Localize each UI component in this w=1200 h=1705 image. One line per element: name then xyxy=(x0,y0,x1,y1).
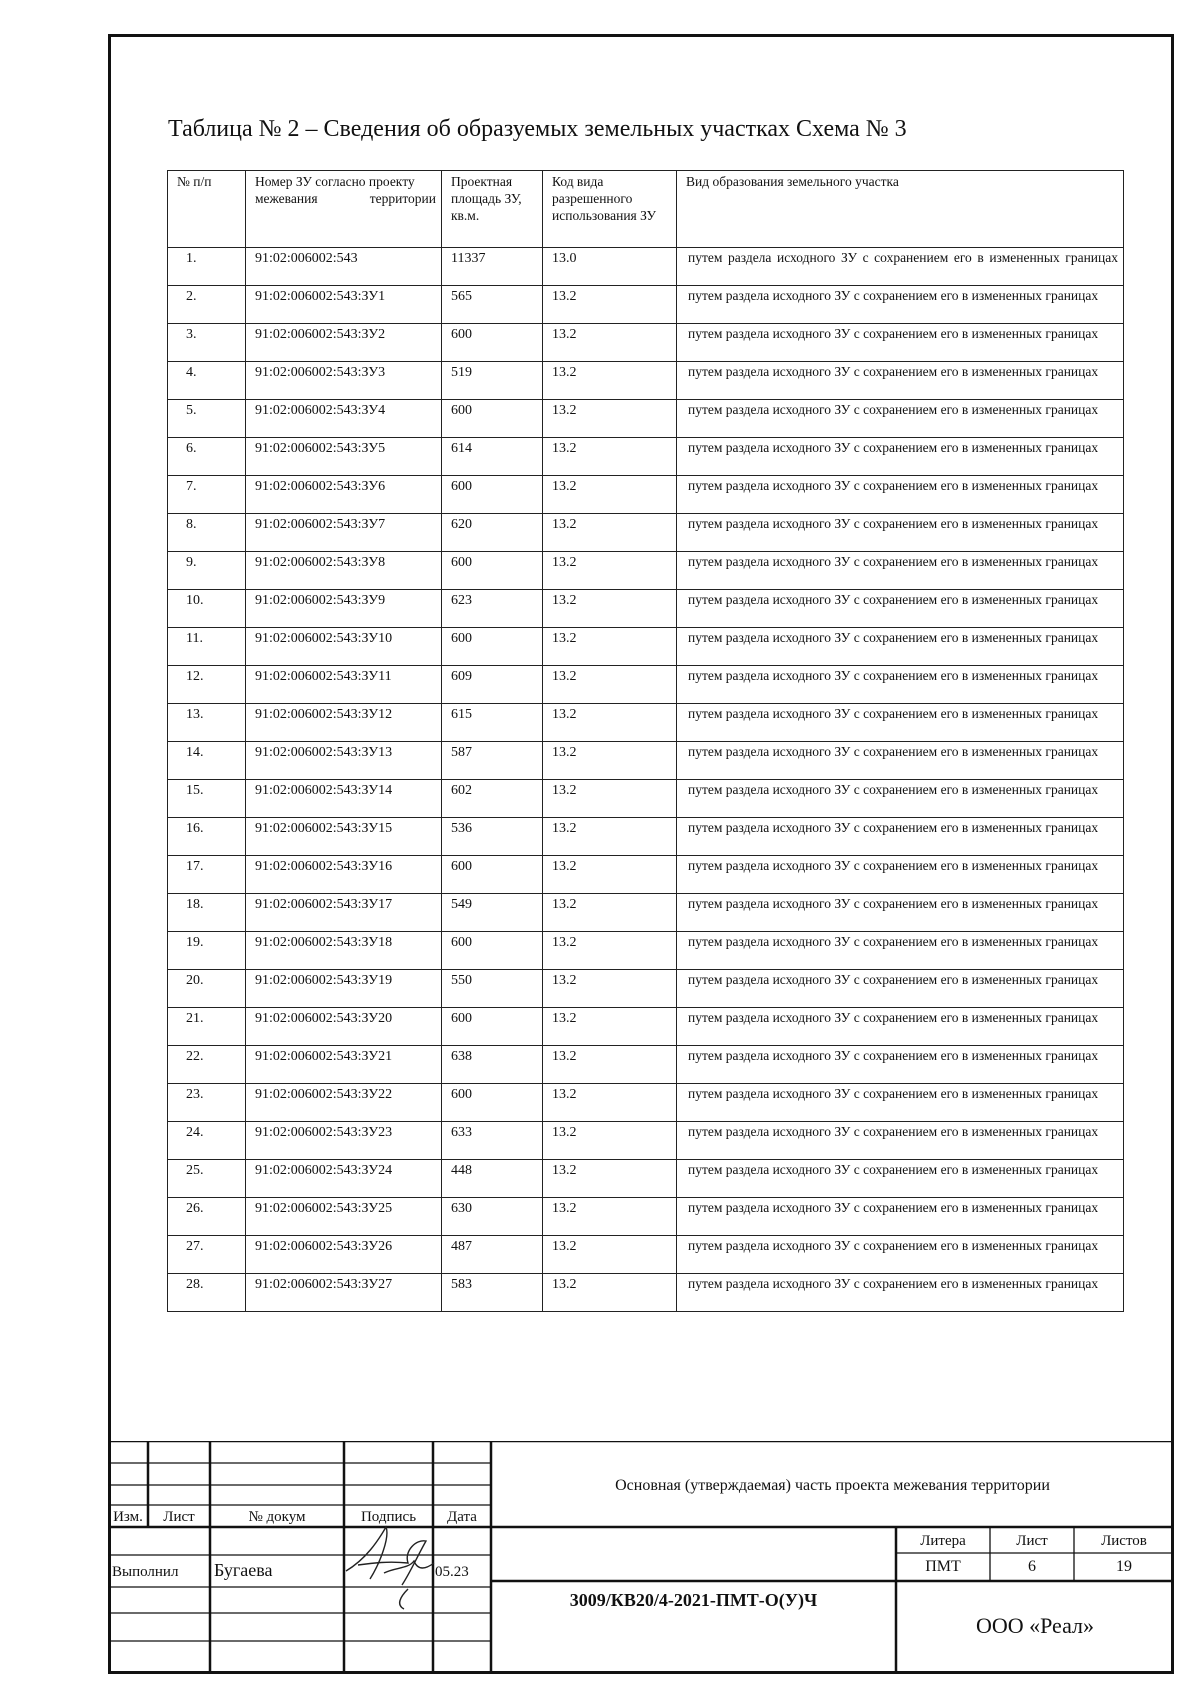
cell-area: 583 xyxy=(442,1274,543,1312)
cell-plot-id: 91:02:006002:543:ЗУ2 xyxy=(246,324,442,362)
table-row xyxy=(168,1122,1124,1160)
cell-use-code: 13.2 xyxy=(543,324,677,362)
cell-formation-kind: путем раздела исходного ЗУ с сохранением его в измененных границах xyxy=(677,818,1124,856)
cell-use-code: 13.2 xyxy=(543,970,677,1008)
cell-plot-id: 91:02:006002:543:ЗУ26 xyxy=(246,1236,442,1274)
table-row xyxy=(168,780,1124,818)
cell-area: 11337 xyxy=(442,248,543,286)
header-use-code: Код вида разрешенного использования ЗУ xyxy=(543,171,677,248)
cell-area: 638 xyxy=(442,1046,543,1084)
cell-area: 519 xyxy=(442,362,543,400)
cell-use-code: 13.2 xyxy=(543,590,677,628)
cell-formation-kind: путем раздела исходного ЗУ с сохранением его в измененных границах xyxy=(677,856,1124,894)
cell-area: 600 xyxy=(442,324,543,362)
cell-plot-id: 91:02:006002:543:ЗУ8 xyxy=(246,552,442,590)
cell-number: 14. xyxy=(168,742,246,780)
cell-formation-kind: путем раздела исходного ЗУ с сохранением его в измененных границах xyxy=(677,1122,1124,1160)
table-row xyxy=(168,1274,1124,1312)
cell-formation-kind: путем раздела исходного ЗУ с сохранением его в измененных границах xyxy=(677,1198,1124,1236)
cell-area: 600 xyxy=(442,1008,543,1046)
table-row xyxy=(168,514,1124,552)
table-row xyxy=(168,248,1124,286)
cell-plot-id: 91:02:006002:543:ЗУ19 xyxy=(246,970,442,1008)
project-title: Основная (утверждаемая) часть проекта межевания территории xyxy=(615,1477,1050,1494)
cell-number: 15. xyxy=(168,780,246,818)
table-row xyxy=(168,324,1124,362)
company-name: ООО «Реал» xyxy=(975,1613,1095,1638)
header-number: № п/п xyxy=(168,171,246,248)
table-row xyxy=(168,1084,1124,1122)
table-row xyxy=(168,666,1124,704)
cell-area: 614 xyxy=(442,438,543,476)
stamp-col-change: Изм. xyxy=(113,1509,143,1525)
cell-plot-id: 91:02:006002:543:ЗУ27 xyxy=(246,1274,442,1312)
cell-formation-kind: путем раздела исходного ЗУ с сохранением его в измененных границах xyxy=(677,400,1124,438)
cell-use-code: 13.2 xyxy=(543,1008,677,1046)
cell-area: 565 xyxy=(442,286,543,324)
stamp-col-doc: № докум xyxy=(248,1509,306,1525)
cell-plot-id: 91:02:006002:543:ЗУ18 xyxy=(246,932,442,970)
cell-area: 600 xyxy=(442,400,543,438)
cell-use-code: 13.2 xyxy=(543,856,677,894)
cell-number: 2. xyxy=(168,286,246,324)
cell-number: 12. xyxy=(168,666,246,704)
cell-formation-kind: путем раздела исходного ЗУ с сохранением его в измененных границах xyxy=(677,248,1124,286)
cell-number: 7. xyxy=(168,476,246,514)
table-row xyxy=(168,894,1124,932)
cell-area: 609 xyxy=(442,666,543,704)
cell-plot-id: 91:02:006002:543:ЗУ25 xyxy=(246,1198,442,1236)
document-code: 3009/КВ20/4-2021-ПМТ-О(У)Ч xyxy=(569,1590,818,1610)
cell-area: 600 xyxy=(442,1084,543,1122)
cell-use-code: 13.2 xyxy=(543,628,677,666)
table-row xyxy=(168,856,1124,894)
cell-number: 16. xyxy=(168,818,246,856)
header-plot-id: Номер ЗУ согласно проекту межевания территории xyxy=(246,171,442,248)
cell-area: 487 xyxy=(442,1236,543,1274)
cell-formation-kind: путем раздела исходного ЗУ с сохранением его в измененных границах xyxy=(677,362,1124,400)
cell-area: 620 xyxy=(442,514,543,552)
cell-area: 550 xyxy=(442,970,543,1008)
cell-plot-id: 91:02:006002:543 xyxy=(246,248,442,286)
cell-formation-kind: путем раздела исходного ЗУ с сохранением его в измененных границах xyxy=(677,1160,1124,1198)
cell-number: 25. xyxy=(168,1160,246,1198)
cell-plot-id: 91:02:006002:543:ЗУ9 xyxy=(246,590,442,628)
cell-number: 19. xyxy=(168,932,246,970)
cell-use-code: 13.2 xyxy=(543,552,677,590)
table-row xyxy=(168,628,1124,666)
cell-plot-id: 91:02:006002:543:ЗУ6 xyxy=(246,476,442,514)
cell-plot-id: 91:02:006002:543:ЗУ17 xyxy=(246,894,442,932)
cell-area: 600 xyxy=(442,628,543,666)
cell-plot-id: 91:02:006002:543:ЗУ15 xyxy=(246,818,442,856)
cell-plot-id: 91:02:006002:543:ЗУ14 xyxy=(246,780,442,818)
cell-use-code: 13.2 xyxy=(543,1046,677,1084)
table-row xyxy=(168,1198,1124,1236)
cell-area: 448 xyxy=(442,1160,543,1198)
cell-use-code: 13.2 xyxy=(543,400,677,438)
table-row xyxy=(168,742,1124,780)
cell-use-code: 13.2 xyxy=(543,286,677,324)
cell-plot-id: 91:02:006002:543:ЗУ1 xyxy=(246,286,442,324)
cell-use-code: 13.0 xyxy=(543,248,677,286)
table-row xyxy=(168,970,1124,1008)
table-row xyxy=(168,1046,1124,1084)
cell-use-code: 13.2 xyxy=(543,1084,677,1122)
cell-number: 11. xyxy=(168,628,246,666)
cell-formation-kind: путем раздела исходного ЗУ с сохранением его в измененных границах xyxy=(677,476,1124,514)
table-row xyxy=(168,552,1124,590)
cell-number: 20. xyxy=(168,970,246,1008)
table-header-row xyxy=(168,171,1124,248)
cell-use-code: 13.2 xyxy=(543,780,677,818)
cell-number: 26. xyxy=(168,1198,246,1236)
table-row xyxy=(168,704,1124,742)
cell-use-code: 13.2 xyxy=(543,894,677,932)
cell-use-code: 13.2 xyxy=(543,476,677,514)
cell-number: 18. xyxy=(168,894,246,932)
table-row xyxy=(168,362,1124,400)
cell-area: 623 xyxy=(442,590,543,628)
cell-number: 22. xyxy=(168,1046,246,1084)
cell-formation-kind: путем раздела исходного ЗУ с сохранением его в измененных границах xyxy=(677,970,1124,1008)
cell-plot-id: 91:02:006002:543:ЗУ3 xyxy=(246,362,442,400)
cell-use-code: 13.2 xyxy=(543,1122,677,1160)
cell-number: 6. xyxy=(168,438,246,476)
cell-plot-id: 91:02:006002:543:ЗУ11 xyxy=(246,666,442,704)
cell-formation-kind: путем раздела исходного ЗУ с сохранением его в измененных границах xyxy=(677,590,1124,628)
cell-area: 600 xyxy=(442,552,543,590)
cell-formation-kind: путем раздела исходного ЗУ с сохранением его в измененных границах xyxy=(677,1008,1124,1046)
cell-formation-kind: путем раздела исходного ЗУ с сохранением его в измененных границах xyxy=(677,932,1124,970)
table-row xyxy=(168,1236,1124,1274)
stamp-col-signature: Подпись xyxy=(360,1509,417,1525)
signature-icon xyxy=(346,1527,434,1609)
land-plots-table xyxy=(167,170,1124,1312)
cell-formation-kind: путем раздела исходного ЗУ с сохранением его в измененных границах xyxy=(677,1236,1124,1274)
cell-plot-id: 91:02:006002:543:ЗУ7 xyxy=(246,514,442,552)
cell-plot-id: 91:02:006002:543:ЗУ5 xyxy=(246,438,442,476)
cell-number: 3. xyxy=(168,324,246,362)
cell-area: 600 xyxy=(442,932,543,970)
cell-area: 587 xyxy=(442,742,543,780)
cell-plot-id: 91:02:006002:543:ЗУ10 xyxy=(246,628,442,666)
stamp-performer: Бугаева xyxy=(214,1560,273,1580)
cell-number: 23. xyxy=(168,1084,246,1122)
table-row xyxy=(168,400,1124,438)
cell-use-code: 13.2 xyxy=(543,704,677,742)
cell-area: 536 xyxy=(442,818,543,856)
cell-use-code: 13.2 xyxy=(543,1160,677,1198)
cell-formation-kind: путем раздела исходного ЗУ с сохранением его в измененных границах xyxy=(677,552,1124,590)
litera-label: Литера xyxy=(920,1533,966,1549)
cell-number: 17. xyxy=(168,856,246,894)
cell-plot-id: 91:02:006002:543:ЗУ4 xyxy=(246,400,442,438)
table-row xyxy=(168,590,1124,628)
cell-plot-id: 91:02:006002:543:ЗУ21 xyxy=(246,1046,442,1084)
cell-formation-kind: путем раздела исходного ЗУ с сохранением его в измененных границах xyxy=(677,666,1124,704)
sheet-label: Лист xyxy=(1016,1533,1048,1549)
cell-area: 630 xyxy=(442,1198,543,1236)
cell-plot-id: 91:02:006002:543:ЗУ20 xyxy=(246,1008,442,1046)
cell-plot-id: 91:02:006002:543:ЗУ16 xyxy=(246,856,442,894)
cell-area: 615 xyxy=(442,704,543,742)
cell-use-code: 13.2 xyxy=(543,438,677,476)
cell-number: 21. xyxy=(168,1008,246,1046)
title-block xyxy=(108,1441,1174,1671)
table-row xyxy=(168,932,1124,970)
cell-use-code: 13.2 xyxy=(543,742,677,780)
cell-number: 5. xyxy=(168,400,246,438)
cell-number: 4. xyxy=(168,362,246,400)
cell-use-code: 13.2 xyxy=(543,932,677,970)
cell-number: 9. xyxy=(168,552,246,590)
cell-number: 8. xyxy=(168,514,246,552)
cell-formation-kind: путем раздела исходного ЗУ с сохранением его в измененных границах xyxy=(677,780,1124,818)
litera-value: ПМТ xyxy=(925,1558,961,1575)
cell-formation-kind: путем раздела исходного ЗУ с сохранением его в измененных границах xyxy=(677,628,1124,666)
cell-number: 27. xyxy=(168,1236,246,1274)
cell-formation-kind: путем раздела исходного ЗУ с сохранением его в измененных границах xyxy=(677,324,1124,362)
cell-plot-id: 91:02:006002:543:ЗУ24 xyxy=(246,1160,442,1198)
stamp-col-date: Дата xyxy=(447,1509,477,1525)
cell-plot-id: 91:02:006002:543:ЗУ23 xyxy=(246,1122,442,1160)
cell-area: 633 xyxy=(442,1122,543,1160)
cell-number: 28. xyxy=(168,1274,246,1312)
cell-formation-kind: путем раздела исходного ЗУ с сохранением его в измененных границах xyxy=(677,742,1124,780)
cell-formation-kind: путем раздела исходного ЗУ с сохранением его в измененных границах xyxy=(677,1274,1124,1312)
cell-use-code: 13.2 xyxy=(543,1236,677,1274)
stamp-col-sheet: Лист xyxy=(163,1509,195,1525)
cell-use-code: 13.2 xyxy=(543,818,677,856)
table-row xyxy=(168,476,1124,514)
cell-area: 549 xyxy=(442,894,543,932)
cell-plot-id: 91:02:006002:543:ЗУ22 xyxy=(246,1084,442,1122)
cell-formation-kind: путем раздела исходного ЗУ с сохранением его в измененных границах xyxy=(677,894,1124,932)
table-row xyxy=(168,818,1124,856)
cell-plot-id: 91:02:006002:543:ЗУ13 xyxy=(246,742,442,780)
cell-number: 1. xyxy=(168,248,246,286)
table-row xyxy=(168,1160,1124,1198)
table-row xyxy=(168,1008,1124,1046)
cell-use-code: 13.2 xyxy=(543,1274,677,1312)
cell-area: 600 xyxy=(442,856,543,894)
cell-formation-kind: путем раздела исходного ЗУ с сохранением его в измененных границах xyxy=(677,438,1124,476)
sheets-value: 19 xyxy=(1116,1558,1132,1575)
cell-plot-id: 91:02:006002:543:ЗУ12 xyxy=(246,704,442,742)
cell-number: 24. xyxy=(168,1122,246,1160)
cell-use-code: 13.2 xyxy=(543,1198,677,1236)
header-area: Проектная площадь ЗУ, кв.м. xyxy=(442,171,543,248)
cell-use-code: 13.2 xyxy=(543,362,677,400)
cell-number: 10. xyxy=(168,590,246,628)
stamp-performed-label: Выполнил xyxy=(112,1564,179,1580)
cell-formation-kind: путем раздела исходного ЗУ с сохранением его в измененных границах xyxy=(677,1084,1124,1122)
cell-area: 602 xyxy=(442,780,543,818)
cell-area: 600 xyxy=(442,476,543,514)
sheet-value: 6 xyxy=(1028,1558,1036,1575)
cell-formation-kind: путем раздела исходного ЗУ с сохранением его в измененных границах xyxy=(677,1046,1124,1084)
table-title: Таблица № 2 – Сведения об образуемых земельных участках Схема № 3 xyxy=(168,116,907,142)
cell-formation-kind: путем раздела исходного ЗУ с сохранением его в измененных границах xyxy=(677,514,1124,552)
cell-number: 13. xyxy=(168,704,246,742)
cell-use-code: 13.2 xyxy=(543,514,677,552)
cell-use-code: 13.2 xyxy=(543,666,677,704)
cell-formation-kind: путем раздела исходного ЗУ с сохранением его в измененных границах xyxy=(677,286,1124,324)
table-row xyxy=(168,286,1124,324)
cell-formation-kind: путем раздела исходного ЗУ с сохранением его в измененных границах xyxy=(677,704,1124,742)
header-formation-kind: Вид образования земельного участка xyxy=(677,171,1124,248)
sheets-label: Листов xyxy=(1101,1533,1147,1549)
table-row xyxy=(168,438,1124,476)
stamp-date: 05.23 xyxy=(435,1564,469,1580)
